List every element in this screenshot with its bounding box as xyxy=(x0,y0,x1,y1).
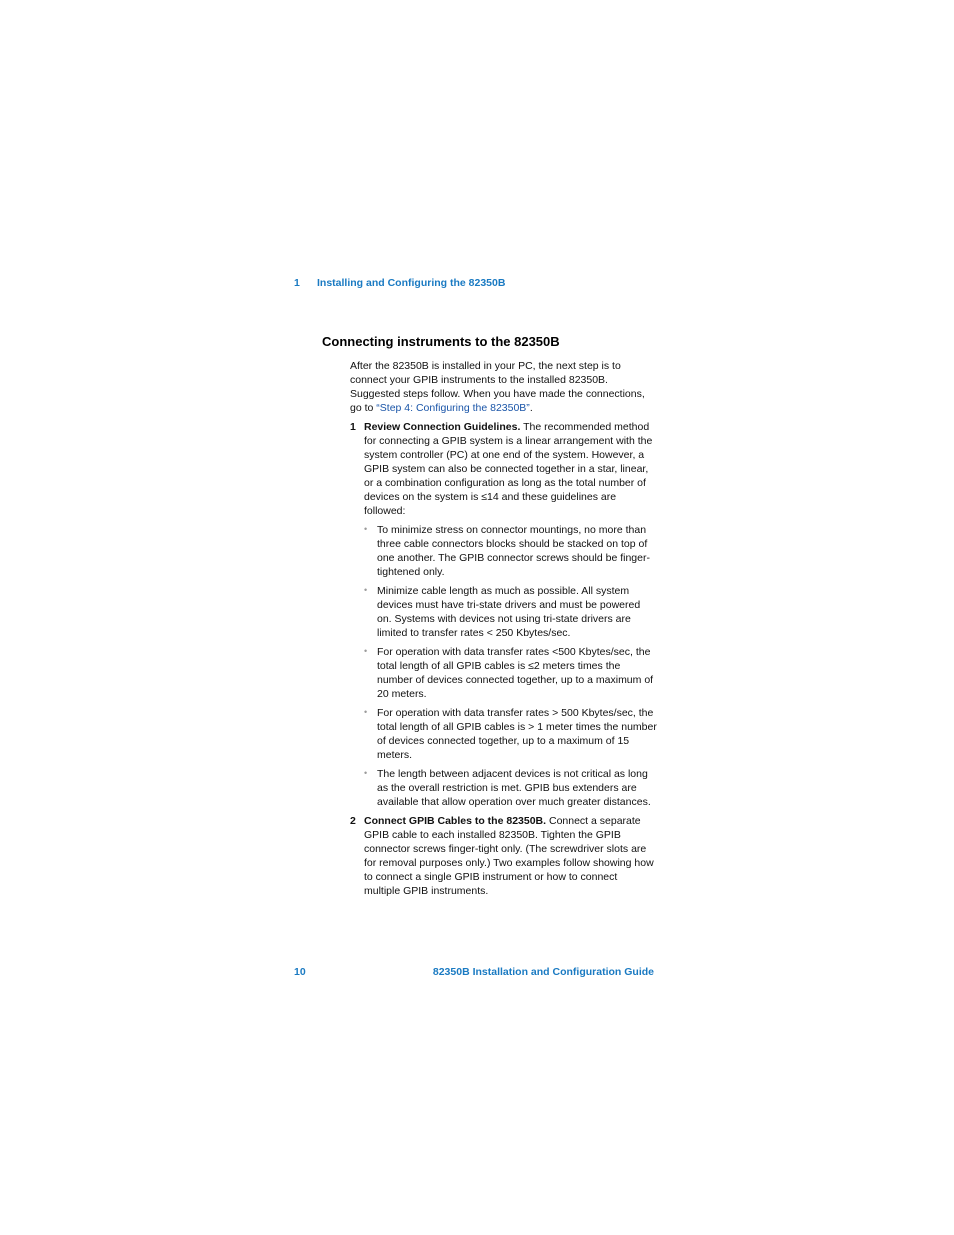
step-item xyxy=(350,814,660,898)
body-content xyxy=(350,359,660,903)
bullet-icon: • xyxy=(364,524,368,534)
bullet-icon: • xyxy=(364,585,368,595)
list-item xyxy=(364,584,657,640)
step-text xyxy=(364,814,656,898)
list-item xyxy=(364,706,657,762)
step-number: 2 xyxy=(350,815,356,827)
step-body: The recommended method for connecting a GPIB system is a linear arrangement with the system controller (PC) at one end of the system. However, a GPIB system can also be connected together in a star, linear, or a combination configuration as long as the total number of devices on the system is ≤14 and these guidelines are followed: xyxy=(364,421,653,517)
running-header xyxy=(294,277,505,289)
chapter-number: 1 xyxy=(294,277,300,289)
chapter-title: Installing and Configuring the 82350B xyxy=(317,277,506,289)
intro-paragraph xyxy=(350,359,650,415)
step4-cross-reference-link[interactable]: “Step 4: Configuring the 82350B” xyxy=(376,402,530,414)
bullet-text: For operation with data transfer rates <500 Kbytes/sec, the total length of all GPIB cables is ≤2 meters times the number of devices connected together, up to a maximum of 20 meters. xyxy=(377,646,654,700)
bullet-text: Minimize cable length as much as possible. All system devices must have tri-state drivers and must be powered on. Systems with devices not using tri-state drivers are limited to transfer rates < 250 Kbytes/sec. xyxy=(377,585,641,639)
step-text xyxy=(364,420,656,518)
bullet-text: For operation with data transfer rates > 500 Kbytes/sec, the total length of all GPIB cables is > 1 meter times the number of devices connected together, up to a maximum of 15 meters. xyxy=(377,707,657,761)
section-title: Connecting instruments to the 82350B xyxy=(322,334,560,349)
intro-after-link: . xyxy=(529,402,533,414)
bullet-icon: • xyxy=(364,646,368,656)
step-item xyxy=(350,420,660,809)
page-number: 10 xyxy=(294,966,306,978)
step-number: 1 xyxy=(350,421,356,433)
list-item xyxy=(364,767,657,809)
bullet-icon: • xyxy=(364,707,368,717)
step-lead: Connect GPIB Cables to the 82350B. xyxy=(364,815,547,827)
step-body: Connect a separate GPIB cable to each installed 82350B. Tighten the GPIB connector screws finger-tight only. (The screwdriver slots are for removal purposes only.) Two examples follow showing how to connect a single GPIB instrument or how to connect multiple GPIB instruments. xyxy=(364,815,654,897)
intro-text: After the 82350B is installed in your PC, the next step is to connect your GPIB instruments to the installed 82350B. Suggested steps follow. When you have made the connections, go to xyxy=(350,360,645,414)
bullet-text: To minimize stress on connector mountings, no more than three cable connectors blocks should be stacked on top of one another. The GPIB connector screws should be finger-tightened only. xyxy=(377,524,650,578)
step-lead: Review Connection Guidelines. xyxy=(364,421,521,433)
guide-title: 82350B Installation and Configuration Guide xyxy=(432,966,654,978)
list-item xyxy=(364,645,657,701)
guidelines-list xyxy=(364,523,660,809)
list-item xyxy=(364,523,657,579)
bullet-text: The length between adjacent devices is not critical as long as the overall restriction is met. GPIB bus extenders are available that allow operation over much greater distances. xyxy=(377,768,651,808)
steps-list xyxy=(350,420,660,898)
bullet-icon: • xyxy=(364,768,368,778)
